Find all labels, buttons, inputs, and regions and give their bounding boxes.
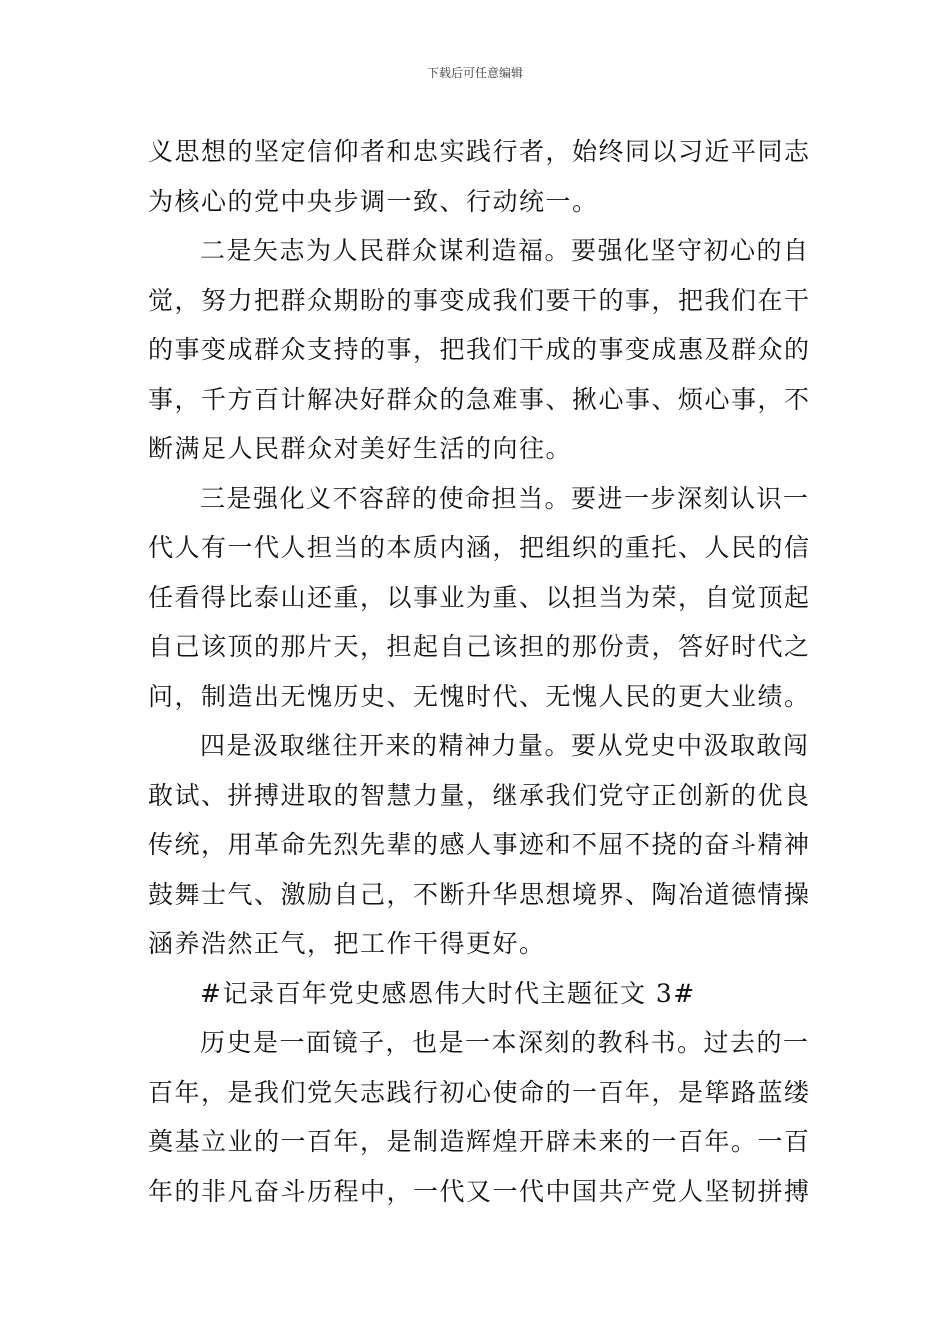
text-line: 传统，用革命先烈先辈的感人事迹和不屈不挠的奋斗精神 bbox=[148, 830, 811, 859]
text-line: 历史是一面镜子，也是一本深刻的教科书。过去的一 bbox=[200, 1028, 810, 1057]
text-line: 鼓舞士气、激励自己，不断升华思想境界、陶冶道德情操 bbox=[148, 879, 811, 909]
text-line: 二是矢志为人民群众谋利造福。要强化坚守初心的自 bbox=[200, 236, 810, 265]
text-line: 涵养浩然正气，把工作干得更好。 bbox=[148, 929, 546, 958]
text-line: 问，制造出无愧历史、无愧时代、无愧人民的更大业绩。 bbox=[148, 681, 811, 711]
text-line: #记录百年党史感恩伟大时代主题征文 3# bbox=[200, 978, 696, 1008]
text-line: 百年，是我们党矢志践行初心使命的一百年，是筚路蓝缕 bbox=[148, 1077, 811, 1107]
page-header: 下载后可任意编辑 bbox=[426, 66, 523, 80]
text-line: 自己该顶的那片天，担起自己该担的那份责，答好时代之 bbox=[148, 632, 811, 661]
text-line: 觉，努力把群众期盼的事变成我们要干的事，把我们在干 bbox=[148, 285, 811, 315]
text-line: 敢试、拼搏进取的智慧力量，继承我们党守正创新的优良 bbox=[148, 780, 811, 810]
text-line: 义思想的坚定信仰者和忠实践行者，始终同以习近平同志 bbox=[148, 137, 811, 166]
text-line: 的事变成群众支持的事，把我们干成的事变成惠及群众的 bbox=[148, 335, 811, 364]
document-body bbox=[148, 127, 811, 1216]
text-line: 奠基立业的一百年，是制造辉煌开辟未来的一百年。一百 bbox=[148, 1127, 811, 1156]
text-line: 事，千方百计解决好群众的急难事、揪心事、烦心事，不 bbox=[148, 384, 811, 414]
text-line: 断满足人民群众对美好生活的向往。 bbox=[148, 434, 573, 463]
text-line: 任看得比泰山还重，以事业为重、以担当为荣，自觉顶起 bbox=[148, 582, 811, 612]
text-line: 代人有一代人担当的本质内涵，把组织的重托、人民的信 bbox=[148, 533, 811, 562]
text-line: 四是汲取继往开来的精神力量。要从党史中汲取敢闯 bbox=[200, 731, 810, 760]
text-line: 年的非凡奋斗历程中，一代又一代中国共产党人坚韧拼搏 bbox=[148, 1176, 811, 1206]
text-line: 三是强化义不容辞的使命担当。要进一步深刻认识一 bbox=[200, 483, 810, 513]
text-line: 为核心的党中央步调一致、行动统一。 bbox=[148, 186, 599, 216]
